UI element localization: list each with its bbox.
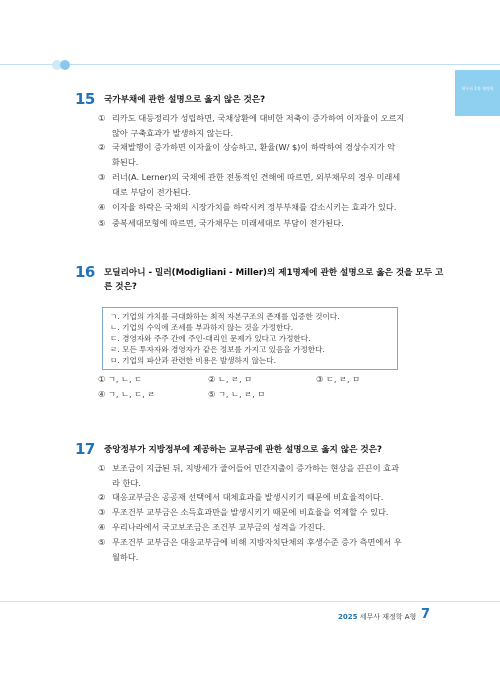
option-line: 중복세대모형에 따르면, 국가채무는 미래세대로 부담이 전가된다. xyxy=(112,218,344,228)
question-title: 중앙정부가 지방정부에 제공하는 교부금에 관한 설명으로 옳지 않은 것은? xyxy=(104,445,382,455)
question-title-line: 른 것은? xyxy=(104,282,137,292)
option-1 xyxy=(98,111,448,140)
choice-2: ② ㄴ, ㄹ, ㅁ xyxy=(208,374,253,384)
option-2 xyxy=(98,490,448,505)
statement-box xyxy=(102,307,398,370)
option-4 xyxy=(98,200,448,215)
option-line: 화된다. xyxy=(112,156,139,167)
option-line: 우리나라에서 국고보조금은 조건부 교부금의 성격을 가진다. xyxy=(112,522,326,532)
option-mark: ① xyxy=(98,113,106,123)
option-line: 러너(A. Lerner)의 국채에 관한 전통적인 견해에 따르면, 외부채무의 경우 미래세 xyxy=(112,172,401,182)
statement-item: ㅁ. 기업의 파산과 관련한 비용은 발생하지 않는다. xyxy=(110,356,277,365)
option-mark: ⑤ xyxy=(98,218,106,228)
question-number: 16 xyxy=(75,263,95,281)
option-line: 무조건부 교부금은 소득효과만을 발생시키기 때문에 비효율을 억제할 수 있다. xyxy=(112,507,389,517)
question-title: 국가부채에 관한 설명으로 옳지 않은 것은? xyxy=(104,95,266,105)
side-tab xyxy=(455,70,500,116)
option-3 xyxy=(98,505,448,520)
option-line: 월하다. xyxy=(112,551,139,562)
option-mark: ④ xyxy=(98,202,106,212)
statement-item: ㄹ. 모든 투자자와 경영자가 같은 정보를 가지고 있음을 가정한다. xyxy=(110,345,325,354)
side-tab-label: 세무사 1차 재정학 xyxy=(461,86,494,91)
choice-4: ④ ㄱ, ㄴ, ㄷ, ㄹ xyxy=(98,389,156,399)
statement-item: ㄴ. 기업의 수익에 조세를 부과하지 않는 것을 가정한다. xyxy=(110,323,294,332)
option-5 xyxy=(98,535,448,564)
option-line: 국채발행이 증가하면 이자율이 상승하고, 환율(W/ $)이 하락하여 경상수지가 악 xyxy=(112,142,396,152)
option-line: 무조건부 교부금은 대응교부금에 비해 지방자치단체의 후생수준 증가 측면에서 우 xyxy=(112,537,402,547)
question-number: 15 xyxy=(75,90,95,108)
option-3 xyxy=(98,170,448,199)
option-mark: ② xyxy=(98,142,106,152)
footer-year: 2025 xyxy=(338,613,358,621)
option-mark: ⑤ xyxy=(98,537,106,547)
decor-dot xyxy=(60,60,70,70)
footer-subtitle: 세무사 재정학 A형 xyxy=(359,613,417,621)
statement-item: ㄷ. 경영자와 주주 간에 주인-대리인 문제가 있다고 가정한다. xyxy=(110,334,311,343)
option-line: 라 한다. xyxy=(112,477,141,488)
option-mark: ① xyxy=(98,463,106,473)
option-line: 대로 부담이 전가된다. xyxy=(112,186,191,197)
option-1 xyxy=(98,461,448,490)
choice-1: ① ㄱ, ㄴ, ㄷ xyxy=(98,374,143,384)
statement-item: ㄱ. 기업의 가치를 극대화하는 최적 자본구조의 존재를 입증한 것이다. xyxy=(110,312,340,321)
footer-rule xyxy=(0,601,500,602)
option-line: 리카도 대등정리가 성립하면, 국채상환에 대비한 저축이 증가하여 이자율이 오르지 xyxy=(112,113,405,123)
question-title xyxy=(104,266,444,294)
question-title-line: 모딜리아니 - 밀러(Modigliani - Miller)의 제1명제에 관한 설명으로 옳은 것을 모두 고 xyxy=(104,268,444,278)
top-decoration xyxy=(0,60,500,70)
choice-5: ⑤ ㄱ, ㄴ, ㄹ, ㅁ xyxy=(208,389,266,399)
option-2 xyxy=(98,140,448,169)
option-line: 않아 구축효과가 발생하지 않는다. xyxy=(112,127,234,138)
option-mark: ③ xyxy=(98,172,106,182)
question-number: 17 xyxy=(75,440,95,458)
top-rule xyxy=(0,64,500,65)
option-line: 보조금이 지급된 뒤, 지방세가 줄어들어 민간지출이 증가하는 현상을 끈끈이 효과 xyxy=(112,463,400,473)
choice-3: ③ ㄷ, ㄹ, ㅁ xyxy=(316,374,361,384)
footer xyxy=(338,612,416,622)
option-mark: ④ xyxy=(98,522,106,532)
option-4 xyxy=(98,520,448,535)
option-line: 이자율 하락은 국채의 시장가치를 하락시켜 정부부채를 감소시키는 효과가 있다. xyxy=(112,202,397,212)
option-5 xyxy=(98,216,448,231)
page-number: 7 xyxy=(421,607,431,622)
option-mark: ③ xyxy=(98,507,106,517)
option-mark: ② xyxy=(98,492,106,502)
option-line: 대응교부금은 공공재 선택에서 대체효과를 발생시키기 때문에 비효율적이다. xyxy=(112,492,384,502)
